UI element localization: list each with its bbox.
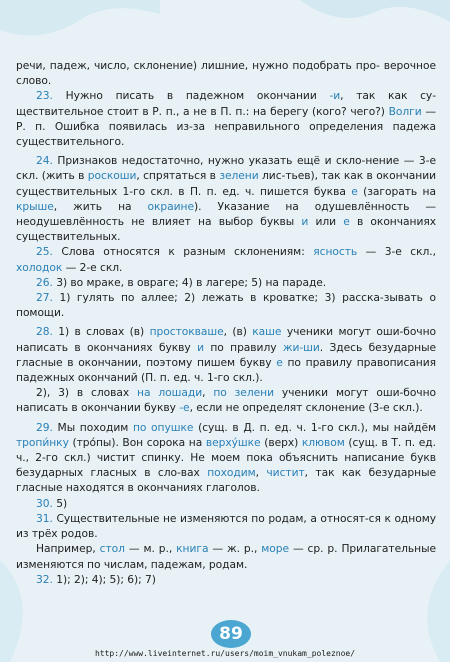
paragraph-continuation: речи, падеж, число, склонение) лишние, нужно подобрать про- верочное слово. [16,59,436,88]
answer-number: 30. [36,496,53,510]
answer-31-example: Например, стол — м. р., книга — ж. р., море — ср. р. Прилагательные изменяются по числам, падежам, родам. [16,542,436,571]
answer-number: 23. [36,89,53,103]
answer-28: 28. 1) в словах (в) простокваше, (в) каше ученики могут оши-бочно написать в окончаниях букву и по правилу жи-ши. Здесь безударные гласные в окончании, поэтому пишем букву е по правилу правописания падежных окончаний (П. п. ед. ч. 1-го скл.). [16,325,437,385]
answer-32: 32. 1); 2); 4); 5); 6); 7) [36,572,156,586]
answer-26: 26. 3) во мраке, в овраге; 4) в лагере; 5) на параде. [36,275,327,289]
answer-24: 24. Признаков недостаточно, нужно указать ещё и скло-нение — 3-е скл. (жить в роскоши, спрятаться в зелени лис-тьев), так как в окончании существительных 1-го скл. в П. п. ед. ч. пишется буква е (загорать на крыше, жить на окраине). Указание на одушевлённость — неодушевлённость не влияет на выбор буквы и или е в окончаниях существительных. [16,154,437,244]
answer-number: 26. [36,275,53,289]
page-number-badge: 89 [211,620,251,648]
answer-number: 24. [36,154,53,168]
answer-31: 31. Существительные не изменяются по родам, а относят-ся к одному из трёх родов. [16,511,436,541]
answer-25: 25. Слова относятся к разным склонениям: ясность — 3-е скл., холодок — 2-е скл. [16,245,437,274]
answer-27: 27. 1) гулять по аллее; 2) лежать в кроватке; 3) расска-зывать о помощи. [16,291,436,320]
footer-url[interactable]: http://www.liveinternet.ru/users/moim_vnukam_poleznoe/ [94,649,356,658]
answer-number: 27. [36,291,53,305]
answer-28-part2: 2), 3) в словах на лошади, по зелени ученики могут оши-бочно написать в окончании букву -е, если не определят склонение (3-е скл.). [16,386,436,415]
answer-number: 25. [36,245,53,259]
answer-text [16,58,436,587]
answer-number: 28. [36,325,53,339]
answer-number: 32. [36,572,53,586]
answer-23: 23. Нужно писать в падежном окончании -и, так как су-ществительное стоит в Р. п., а не в П. п.: на берегу (кого? чего?) Волги — Р. п. Ошибка появилась из-за неправильного определения падежа существительного. [16,89,436,149]
answer-30: 30. 5) [36,496,68,510]
answer-29: 29. Мы походим по опушке (сущ. в Д. п. ед. ч. 1-го скл.), мы найдём тропи́нку (тро́пы). Вон сорока на верху́шке (верх) клювом (сущ. в Т. п. ед. ч., 2-го скл.) чистит спинку. Не моем пока объяснить написание букв безударных гласных в сло-вах походим, чистит, так как безударные гласные находятся в окончаниях глаголов. [16,420,436,495]
answer-number: 29. [36,420,53,434]
answer-number: 31. [36,511,53,525]
